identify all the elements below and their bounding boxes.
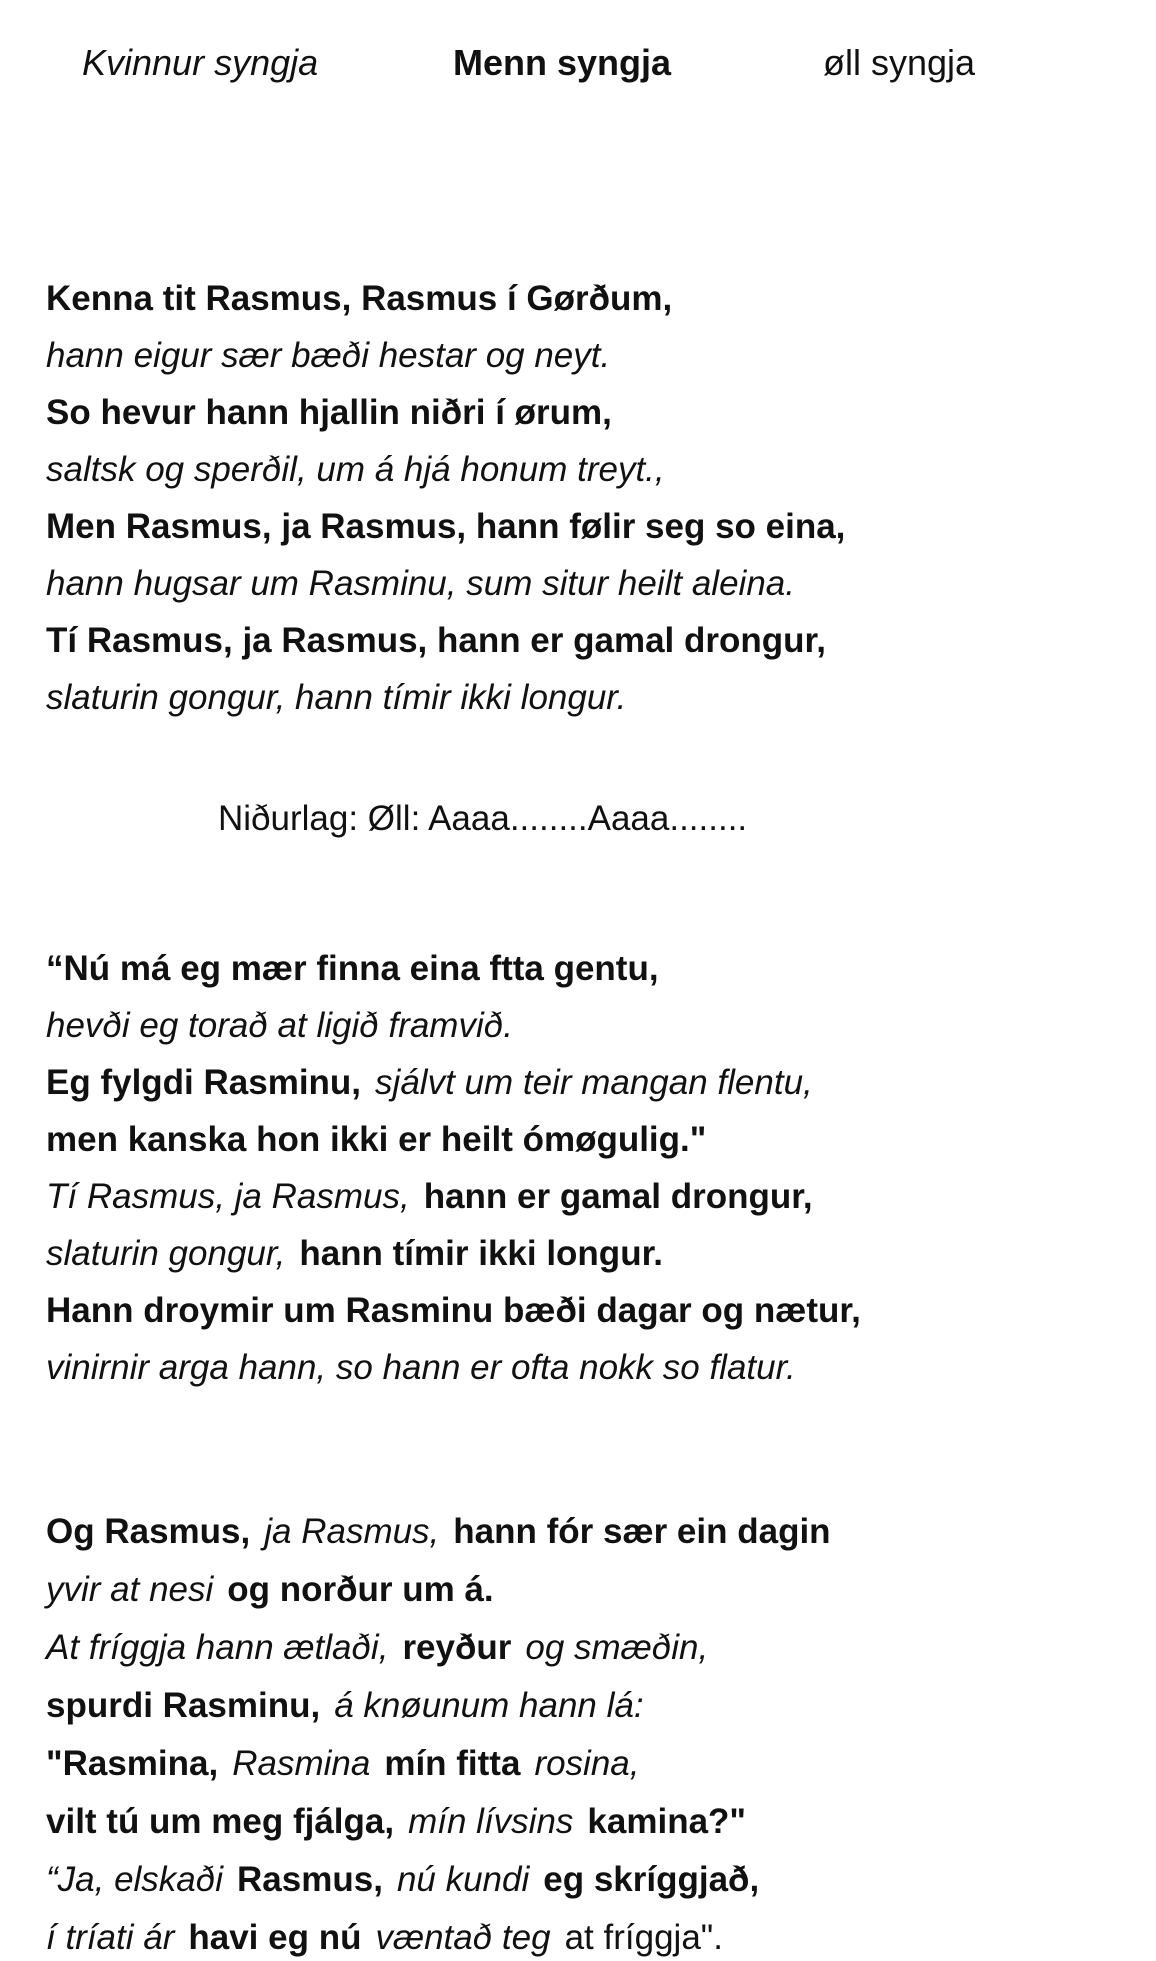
women-lyric: og smæðin, — [525, 1628, 709, 1667]
men-lyric: Og Rasmus, — [46, 1512, 251, 1551]
women-lyric: yvir at nesi — [46, 1570, 214, 1609]
men-lyric: Kenna tit Rasmus, Rasmus í Gørðum, — [46, 279, 673, 318]
men-lyric: hann fór sær ein dagin — [453, 1512, 831, 1551]
women-lyric: hevði eg torað at ligið framvið. — [46, 1006, 513, 1045]
men-lyric: kamina?" — [587, 1802, 747, 1841]
women-lyric: mín lívsins — [408, 1802, 574, 1841]
women-lyric: Rasmina — [232, 1744, 371, 1783]
lyric-line — [46, 561, 795, 607]
lyric-line — [46, 504, 845, 550]
legend-women: Kvinnur syngja — [82, 42, 319, 83]
women-lyric: í tríati ár — [46, 1918, 175, 1957]
lyric-line — [46, 1003, 513, 1049]
lyric-line — [46, 1915, 723, 1961]
legend-men: Menn syngja — [453, 42, 672, 83]
lyric-line — [46, 447, 665, 493]
women-lyric: sjálvt um teir mangan flentu, — [375, 1063, 813, 1102]
women-lyric: hann hugsar um Rasminu, sum situr heilt aleina. — [46, 564, 795, 603]
lyric-line — [46, 1117, 706, 1163]
lyric-line — [46, 1567, 494, 1613]
men-lyric: men kanska hon ikki er heilt ómøgulig." — [46, 1120, 707, 1159]
lyric-line — [46, 390, 612, 436]
women-lyric: rosina, — [534, 1744, 640, 1783]
lyric-line — [46, 1683, 644, 1729]
men-lyric: “Nú má eg mær finna eina ftta gentu, — [46, 949, 659, 988]
men-lyric: So hevur hann hjallin niðri í ørum, — [46, 393, 612, 432]
women-lyric: “Ja, elskaði — [46, 1860, 224, 1899]
lyric-line — [46, 1345, 796, 1391]
men-lyric: spurdi Rasminu, — [46, 1686, 321, 1725]
lyric-line — [46, 675, 626, 721]
lyric-line — [46, 618, 826, 664]
men-lyric: hann tímir ikki longur. — [299, 1234, 663, 1273]
legend-all: øll syngja — [823, 42, 976, 83]
lyric-line — [46, 1625, 708, 1671]
lyric-line — [46, 1174, 813, 1220]
men-lyric: Tí Rasmus, ja Rasmus, hann er gamal drongur, — [46, 621, 826, 660]
women-lyric: hann eigur sær bæði hestar og neyt. — [46, 336, 611, 375]
men-lyric: Rasmus, — [237, 1860, 383, 1899]
lyric-line — [46, 1509, 831, 1555]
women-lyric: væntað teg — [375, 1918, 551, 1957]
women-lyric: slaturin gongur, — [46, 1234, 286, 1273]
lyric-line — [46, 1857, 759, 1903]
women-lyric: nú kundi — [396, 1860, 530, 1899]
lyric-line — [46, 1060, 813, 1106]
men-lyric: mín fitta — [384, 1744, 521, 1783]
women-lyric: slaturin gongur, hann tímir ikki longur. — [46, 678, 627, 717]
women-lyric: saltsk og sperðil, um á hjá honum treyt., — [46, 450, 665, 489]
lyric-line — [46, 276, 672, 322]
women-lyric: At fríggja hann ætlaði, — [46, 1628, 389, 1667]
all-lyric: at fríggja". — [564, 1918, 723, 1957]
refrain-line: Niðurlag: Øll: Aaaa........Aaaa........ — [218, 799, 748, 838]
lyric-line — [46, 1741, 640, 1787]
men-lyric: Men Rasmus, ja Rasmus, hann følir seg so eina, — [46, 507, 846, 546]
women-lyric: ja Rasmus, — [264, 1512, 440, 1551]
men-lyric: reyður — [402, 1628, 512, 1667]
lyric-line — [46, 333, 610, 379]
men-lyric: og norður um á. — [227, 1570, 494, 1609]
men-lyric: "Rasmina, — [46, 1744, 219, 1783]
women-lyric: á knøunum hann lá: — [334, 1686, 644, 1725]
women-lyric: Tí Rasmus, ja Rasmus, — [46, 1177, 410, 1216]
men-lyric: Eg fylgdi Rasminu, — [46, 1063, 362, 1102]
lyric-line — [46, 946, 659, 992]
men-lyric: havi eg nú — [188, 1918, 362, 1957]
men-lyric: Hann droymir um Rasminu bæði dagar og nætur, — [46, 1291, 861, 1330]
men-lyric: hann er gamal drongur, — [423, 1177, 813, 1216]
lyric-line — [46, 1231, 663, 1277]
women-lyric: vinirnir arga hann, so hann er ofta nokk so flatur. — [46, 1348, 796, 1387]
men-lyric: eg skríggjað, — [543, 1860, 760, 1899]
singer-legend — [0, 38, 1156, 88]
lyric-line — [46, 1799, 746, 1845]
men-lyric: vilt tú um meg fjálga, — [46, 1802, 395, 1841]
lyric-line — [46, 1288, 861, 1334]
